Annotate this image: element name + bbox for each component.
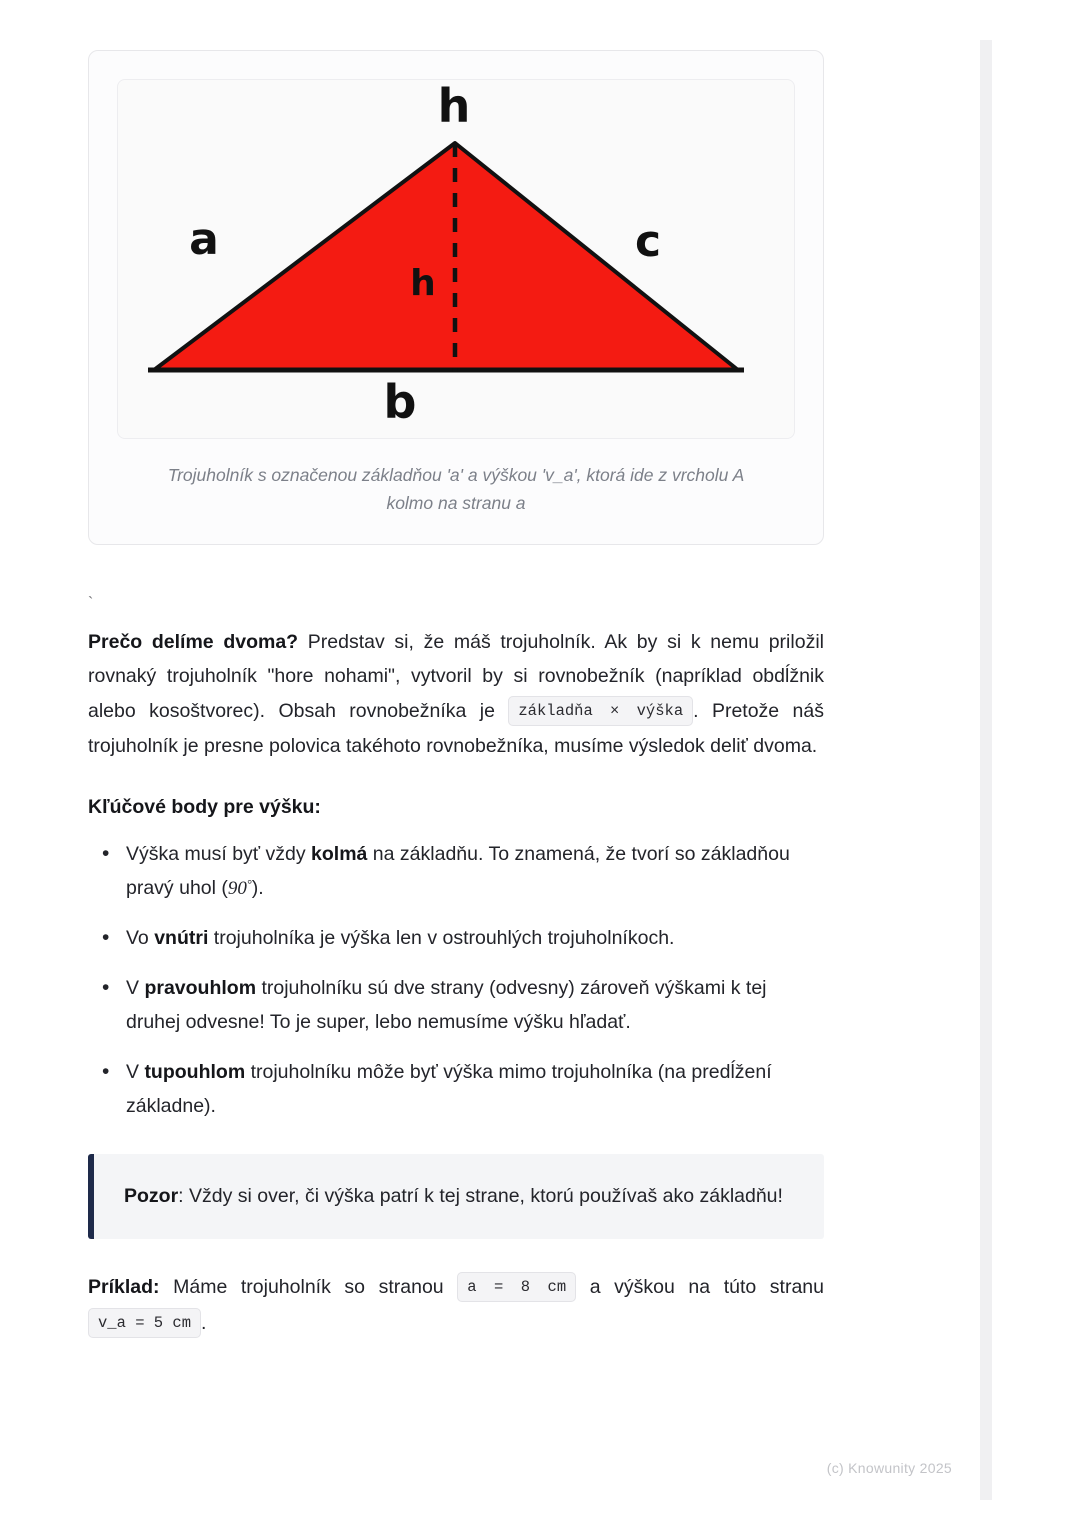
stray-backtick: `	[88, 594, 94, 612]
list-item	[122, 1055, 824, 1123]
math-angle-value: 90	[227, 877, 247, 899]
figure-card	[88, 50, 824, 545]
figure-image-frame	[117, 79, 795, 439]
paragraph-example	[88, 1269, 824, 1341]
example-part-3: .	[201, 1312, 207, 1335]
example-part-1: Máme trojuholník so stranou	[159, 1276, 458, 1299]
svg-text:h: h	[437, 80, 471, 133]
example-lead: Príklad:	[88, 1276, 160, 1299]
math-degree-symbol: °	[246, 876, 252, 891]
section-heading-key-points: Kľúčové body pre výšku:	[88, 795, 321, 818]
watermark: (c) Knowunity 2025	[826, 1460, 952, 1476]
key-points-list	[88, 837, 824, 1124]
vertical-scrollbar[interactable]	[980, 40, 992, 1500]
list-item	[122, 971, 824, 1039]
paragraph-lead: Prečo delíme dvoma?	[88, 630, 299, 653]
list-item-bold: kolmá	[311, 842, 368, 865]
triangle-diagram	[118, 80, 795, 436]
list-item-post: trojuholníka je výška len v ostrouhlých trojuholníkoch.	[208, 926, 675, 949]
figure-caption: Trojuholník s označenou základňou 'a' a výškou 'v_a', ktorá ide z vrcholu A kolmo na stranu a	[167, 465, 745, 514]
paragraph-part-1: Predstav si, že máš trojuholník. Ak by si k nemu priložil rovnaký trojuholník "hore nohami", vytvoril by si rovnobežník (napríklad obdĺžnik alebo kosoštvorec). Obsah rovnobežníka je	[88, 630, 824, 723]
inline-code-side-a: a = 8 cm	[457, 1272, 576, 1302]
svg-text:h: h	[410, 263, 436, 304]
callout-body: : Vždy si over, či výška patrí k tej strane, ktorú používaš ako základňu!	[178, 1184, 783, 1207]
list-item-pre: Výška musí byť vždy	[126, 842, 312, 865]
list-item-pre: V	[126, 1061, 145, 1084]
svg-text:b: b	[383, 375, 417, 429]
list-item-post: trojuholníku môže byť výška mimo trojuholníka (na predĺžení základne).	[126, 1061, 772, 1118]
list-item-tail: ).	[251, 876, 264, 899]
inline-code-base-times-height: základňa × výška	[508, 696, 693, 726]
list-item	[122, 837, 824, 905]
paragraph-why-divide-by-two	[88, 625, 824, 764]
list-item-post: na základňu. To znamená, že tvorí so základňou pravý uhol (	[126, 842, 790, 899]
list-item-post: trojuholníku sú dve strany (odvesny) zároveň výškami k tej druhej odvesne! To je super, lebo nemusíme výšku hľadať.	[126, 977, 767, 1034]
list-item	[122, 921, 824, 955]
list-item-pre: Vo	[126, 926, 155, 949]
document-content	[88, 50, 824, 1361]
callout-text	[124, 1180, 796, 1214]
list-item-bold: vnútri	[154, 926, 209, 949]
example-part-2: a výškou na túto stranu	[576, 1276, 824, 1299]
list-item-bold: tupouhlom	[144, 1061, 246, 1084]
svg-text:a: a	[189, 214, 219, 265]
paragraph-part-2: . Pretože náš trojuholník je presne polovica takéhoto rovnobežníka, musíme výsledok deliť dvoma.	[88, 700, 824, 757]
list-item-bold: pravouhlom	[144, 977, 257, 999]
inline-code-height-va: v_a = 5 cm	[88, 1308, 201, 1338]
callout-warning	[88, 1154, 824, 1240]
callout-lead: Pozor	[124, 1184, 179, 1207]
list-item-pre: V	[126, 977, 145, 999]
svg-text:c: c	[634, 216, 662, 267]
